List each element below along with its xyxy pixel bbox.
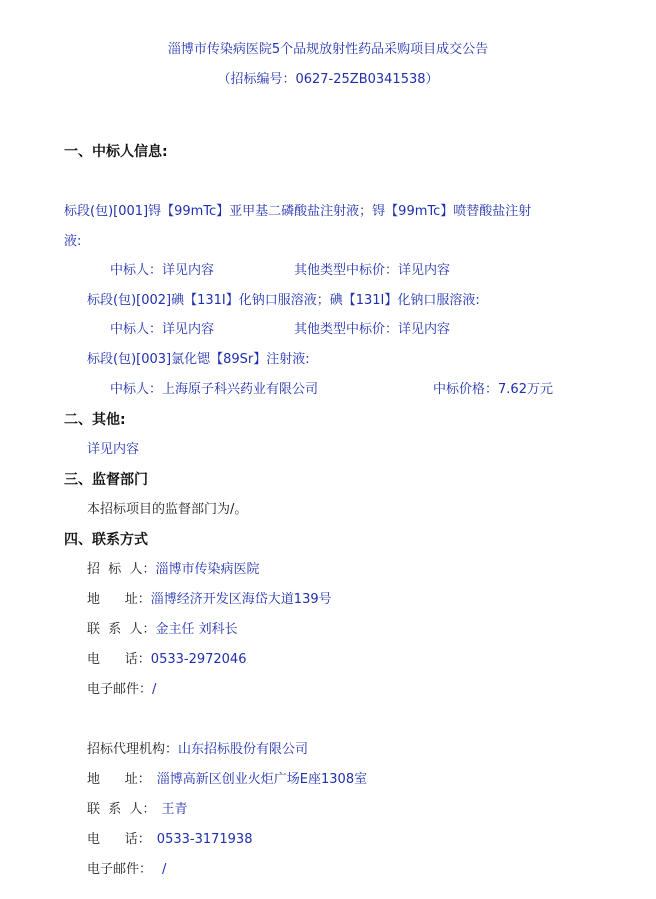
lot1-price bbox=[294, 261, 450, 281]
agency-email-value: / bbox=[162, 862, 167, 877]
tenderer-contact-value: 金主任 刘科长 bbox=[155, 622, 238, 637]
section-heading-other: 二、其他: bbox=[64, 412, 126, 428]
lot3-winner-label: 中标人： bbox=[110, 382, 163, 397]
lot3-winner-value: 上海原子科兴药业有限公司 bbox=[162, 382, 319, 397]
lot1-title-line2: 液: bbox=[64, 234, 82, 249]
tenderer-phone-row bbox=[87, 650, 246, 670]
tenderer-address-row bbox=[87, 590, 332, 610]
tenderer-phone-value: 0533-2972046 bbox=[150, 652, 247, 667]
lot3-price bbox=[433, 380, 553, 400]
tenderer-email-label: 电子邮件： bbox=[87, 682, 153, 697]
agency-email-row bbox=[87, 860, 166, 880]
section-heading-winner-info: 一、中标人信息: bbox=[64, 144, 168, 160]
lot1-winner bbox=[110, 261, 214, 281]
lot2-title: 标段(包)[002]碘【131I】化钠口服溶液；碘【131I】化钠口服溶液: bbox=[87, 293, 480, 308]
agency-contact-value: 王青 bbox=[161, 802, 188, 817]
agency-name-row bbox=[87, 740, 308, 760]
tenderer-contact-label: 联 系 人： bbox=[87, 622, 156, 637]
lot1-price-value: 详见内容 bbox=[398, 263, 451, 278]
lot1-winner-label: 中标人： bbox=[110, 263, 163, 278]
agency-phone-row bbox=[87, 830, 252, 850]
agency-address-label: 地 址： bbox=[87, 772, 151, 787]
other-content: 详见内容 bbox=[87, 442, 140, 457]
lot1-title-line1: 标段(包)[001]锝【99mTc】亚甲基二磷酸盐注射液；锝【99mTc】喷替酸盐注射 bbox=[64, 204, 532, 219]
lot2-price-value: 详见内容 bbox=[398, 322, 451, 337]
lot2-winner bbox=[110, 320, 214, 340]
lot3-price-value: 7.62万元 bbox=[498, 382, 553, 397]
lot2-price bbox=[294, 320, 450, 340]
tenderer-address-label: 地 址： bbox=[87, 592, 151, 607]
tenderer-email-row bbox=[87, 680, 156, 700]
lot1-price-label: 其他类型中标价： bbox=[294, 263, 399, 278]
tenderer-contact-row bbox=[87, 620, 238, 640]
supervision-content: 本招标项目的监督部门为/。 bbox=[87, 502, 248, 517]
section-heading-contact: 四、联系方式 bbox=[64, 532, 148, 548]
agency-email-label: 电子邮件： bbox=[87, 862, 153, 877]
agency-contact-row bbox=[87, 800, 188, 820]
lot2-price-label: 其他类型中标价： bbox=[294, 322, 399, 337]
lot3-winner bbox=[110, 380, 318, 400]
page-title: 淄博市传染病医院5个品规放射性药品采购项目成交公告 bbox=[167, 42, 489, 57]
tenderer-phone-label: 电 话： bbox=[87, 652, 151, 667]
lot2-winner-value: 详见内容 bbox=[162, 322, 215, 337]
agency-name-value: 山东招标股份有限公司 bbox=[178, 742, 309, 757]
section-heading-supervision: 三、监督部门 bbox=[64, 472, 148, 488]
agency-phone-value: 0533-3171938 bbox=[156, 832, 253, 847]
agency-address-value: 淄博高新区创业火炬广场E座1308室 bbox=[156, 772, 368, 787]
lot2-winner-label: 中标人： bbox=[110, 322, 163, 337]
tenderer-address-value: 淄博经济开发区海岱大道139号 bbox=[150, 592, 332, 607]
agency-contact-label: 联 系 人： bbox=[87, 802, 156, 817]
tenderer-name-value: 淄博市传染病医院 bbox=[155, 562, 260, 577]
tenderer-email-value: / bbox=[152, 682, 157, 697]
agency-phone-label: 电 话： bbox=[87, 832, 151, 847]
tender-number: （招标编号：0627-25ZB0341538） bbox=[217, 72, 439, 87]
agency-name-label: 招标代理机构： bbox=[87, 742, 179, 757]
tenderer-name-row bbox=[87, 560, 260, 580]
lot3-price-label: 中标价格： bbox=[433, 382, 499, 397]
agency-address-row bbox=[87, 770, 367, 790]
lot1-winner-value: 详见内容 bbox=[162, 263, 215, 278]
tenderer-name-label: 招 标 人： bbox=[87, 562, 156, 577]
lot3-title: 标段(包)[003]氯化锶【89Sr】注射液: bbox=[87, 352, 310, 367]
